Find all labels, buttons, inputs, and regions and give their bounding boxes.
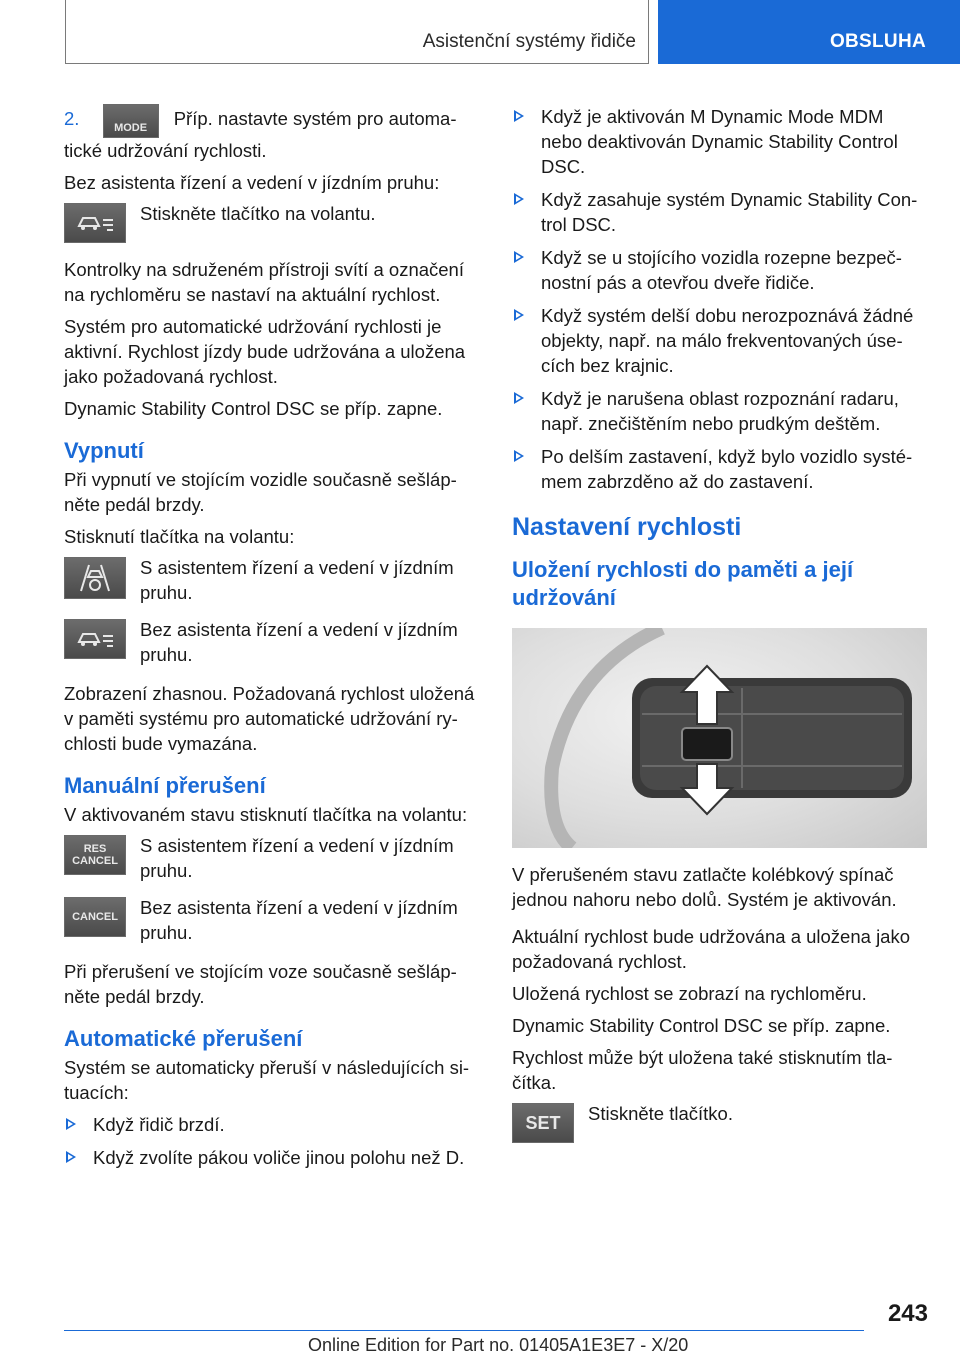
section-title: Asistenční systémy řidiče bbox=[422, 31, 636, 52]
footer-divider bbox=[64, 1330, 864, 1331]
heading-ulozeni: Uložení rychlosti do paměti a její udržování bbox=[512, 557, 854, 610]
paragraph: Aktuální rychlost bude udržována a uložena jako požadovaná rychlost. bbox=[512, 926, 911, 972]
right-column bbox=[512, 104, 927, 1157]
list-item: Když zvolíte pákou voliče jinou polohu než D. bbox=[64, 1145, 479, 1170]
step-2-text: Příp. nastavte systém pro automa- bbox=[173, 108, 457, 129]
triangle-bullet-icon bbox=[66, 1118, 76, 1130]
list-item: Když systém delší dobu nerozpoznává žádné objekty, např. na málo frekventovaných úse-cích bez krajnic. bbox=[512, 303, 927, 378]
cruise-control-button-icon bbox=[64, 619, 126, 659]
triangle-bullet-icon bbox=[514, 392, 524, 404]
button-description: Bez asistenta řízení a vedení v jízdním pruhu. bbox=[140, 619, 458, 665]
list-item: Když je narušena oblast rozpoznání radaru, např. znečištěním nebo prudkým deštěm. bbox=[512, 386, 927, 436]
paragraph: Uložená rychlost se zobrazí na rychloměru. bbox=[512, 983, 867, 1004]
button-row bbox=[64, 835, 479, 883]
list-item: Když řidič brzdí. bbox=[64, 1112, 479, 1137]
paragraph: Systém pro automatické udržování rychlosti je aktivní. Rychlost jízdy bude udržována a uložena jako požadovaná rychlost. bbox=[64, 316, 466, 387]
bullet-list bbox=[512, 104, 927, 494]
paragraph: Dynamic Stability Control DSC se příp. zapne. bbox=[512, 1015, 891, 1036]
button-row bbox=[64, 897, 479, 945]
chapter-tab-label: OBSLUHA bbox=[829, 31, 926, 52]
set-button-icon: SET bbox=[512, 1103, 574, 1143]
button-description: Stiskněte tlačítko na volantu. bbox=[140, 203, 376, 224]
paragraph: Stisknutí tlačítka na volantu: bbox=[64, 526, 295, 547]
heading-nastaveni: Nastavení rychlosti bbox=[512, 513, 742, 541]
res-cancel-button-icon: RES CANCEL bbox=[64, 835, 126, 875]
triangle-bullet-icon bbox=[514, 450, 524, 462]
page-number: 243 bbox=[887, 1300, 928, 1327]
heading-auto: Automatické přerušení bbox=[64, 1026, 303, 1051]
mode-button-icon: MODE bbox=[103, 104, 159, 138]
paragraph: Při vypnutí ve stojícím vozidle současně sešláp-něte pedál brzdy. bbox=[64, 469, 457, 515]
footer-edition: Online Edition for Part no. 01405A1E3E7 - X/20 bbox=[308, 1335, 689, 1355]
paragraph: Kontrolky na sdruženém přístroji svítí a označení na rychloměru se nastaví na aktuální rychlost. bbox=[64, 259, 464, 305]
left-column bbox=[64, 104, 479, 1180]
steering-wheel-rocker-switch-image bbox=[512, 628, 927, 848]
triangle-bullet-icon bbox=[514, 193, 524, 205]
heading-manual: Manuální přerušení bbox=[64, 773, 266, 798]
paragraph: V aktivovaném stavu stisknutí tlačítka na volantu: bbox=[64, 804, 468, 825]
button-row bbox=[64, 619, 479, 667]
list-item: Když zasahuje systém Dynamic Stability Con-trol DSC. bbox=[512, 187, 927, 237]
list-item: Když je aktivován M Dynamic Mode MDM nebo deaktivován Dynamic Stability Control DSC. bbox=[512, 104, 927, 179]
bullet-list bbox=[64, 1112, 479, 1170]
button-description: Bez asistenta řízení a vedení v jízdním pruhu. bbox=[140, 897, 458, 943]
button-description: S asistentem řízení a vedení v jízdním pruhu. bbox=[140, 835, 454, 881]
list-item: Když se u stojícího vozidla rozepne bezpeč-nostní pás a otevřou dveře řidiče. bbox=[512, 245, 927, 295]
lane-assist-button-icon bbox=[64, 557, 126, 599]
paragraph: Rychlost může být uložena také stisknutím tla-čítka. bbox=[512, 1047, 893, 1093]
paragraph: Bez asistenta řízení a vedení v jízdním pruhu: bbox=[64, 172, 440, 193]
paragraph: Dynamic Stability Control DSC se příp. zapne. bbox=[64, 398, 443, 419]
button-row bbox=[64, 557, 479, 605]
cruise-control-button-icon bbox=[64, 203, 126, 243]
triangle-bullet-icon bbox=[66, 1151, 76, 1163]
button-row bbox=[64, 203, 479, 243]
step-number: 2. bbox=[64, 108, 80, 129]
cancel-button-icon: CANCEL bbox=[64, 897, 126, 937]
chapter-tab[interactable] bbox=[658, 0, 960, 64]
paragraph: V přerušeném stavu zatlačte kolébkový spínač jednou nahoru nebo dolů. Systém je aktivován. bbox=[512, 864, 897, 910]
list-item: Po delším zastavení, když bylo vozidlo systé-mem zabrzděno až do zastavení. bbox=[512, 444, 927, 494]
paragraph: Systém se automaticky přeruší v následujících si-tuacích: bbox=[64, 1057, 470, 1103]
page-header bbox=[0, 0, 960, 66]
triangle-bullet-icon bbox=[514, 309, 524, 321]
heading-vypnuti: Vypnutí bbox=[64, 438, 144, 463]
paragraph: Při přerušení ve stojícím voze současně sešláp-něte pedál brzdy. bbox=[64, 961, 457, 1007]
button-row bbox=[512, 1103, 927, 1143]
paragraph: Zobrazení zhasnou. Požadovaná rychlost uložená v paměti systému pro automatické udržování ry-chlosti bude vymazána. bbox=[64, 683, 475, 754]
triangle-bullet-icon bbox=[514, 110, 524, 122]
button-description: Stiskněte tlačítko. bbox=[588, 1103, 733, 1124]
triangle-bullet-icon bbox=[514, 251, 524, 263]
step-2-text-cont: tické udržování rychlosti. bbox=[64, 140, 267, 161]
section-title-box bbox=[65, 0, 649, 64]
button-description: S asistentem řízení a vedení v jízdním pruhu. bbox=[140, 557, 454, 603]
step-2 bbox=[64, 104, 479, 163]
